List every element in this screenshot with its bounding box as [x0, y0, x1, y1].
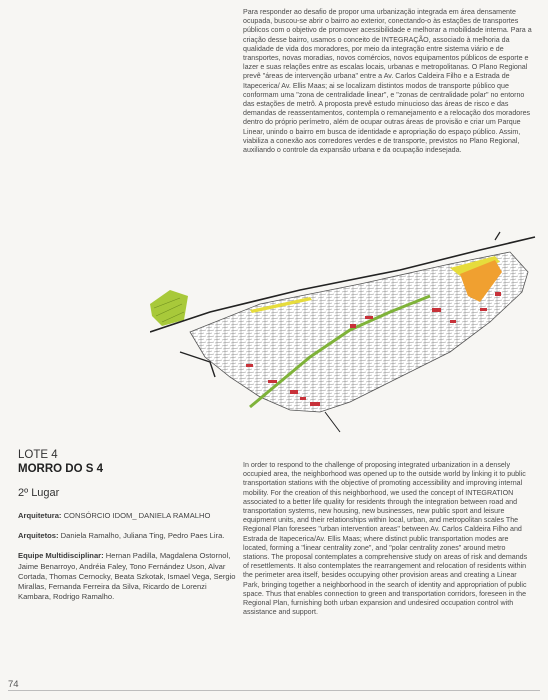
- site-plan-map: [150, 212, 545, 452]
- portuguese-description: Para responder ao desafio de propor uma urbanização integrada em área densamente ocupada, buscou-se abrir o bairro ao exterior, conectando-o às estações de transportes públicos com o objetivo de promover acessibilidade e melhorar a mobilidade interna. Para a criação desse bairro, usamos o conceito de INTEGRAÇÃO, associado à melhoria da qualidade de vida dos moradores, por meio da integração entre sistema viário e de transportes, novas moradias, novos comércios, novos equipamentos públicos de esporte e lazer e suas relações entre as escalas locais, urbanas e metropolitanas. O Plano Regional prevê "áreas de intervenção urbana" entre a Av. Carlos Caldeira Filho e a Estrada de Itapecerica/ Av. Ellis Maas; ai se localizam distintos modos de transporte público que conformam uma "zona de centralidade linear", e "zonas de centralidade polar" no entorno das estações de metrô. A proposta prevê estudo minucioso das áreas de risco e das demandas de reassentamentos, contempla o remanejamento e a relocação dos moradores dentro do próprio perímetro, além de ocupar outras áreas de provisão e criar um Parque Linear, unindo o bairro em busca de identidade e apropriação do espaço público. Assim, viabiliza a conexão aos corredores verdes e de transporte, previstos no Plano Regional, auxiliando o controle da expansão urbana e da ocupação indesejada.: [243, 8, 532, 155]
- page-number: 74: [8, 679, 19, 690]
- project-info: [18, 448, 238, 602]
- footer-rule: [8, 690, 540, 691]
- credit-team: Equipe Multidisciplinar: Hernan Padilla, Magdalena Ostornol, Jaime Benarroyo, Andréia Faley, Tono Fernández Uson, Alvar Cortada, Thomas Cernocky, Beata Szkotak, Ismael Vega, Sergio Mirallas, Fernanda Ferreira da Silva, Ricardo de Lorenzi Kambara, Rodrigo Ramalho.: [18, 551, 236, 602]
- english-description: In order to respond to the challenge of proposing integrated urbanization in a densely occupied area, the neighborhood was opened up to the outside world by linking it to public transportation stations with the objective of promoting accessibility and improving internal mobility. For the creation of this neighborhood, we used the concept of INTEGRATION associated to a better life quality for residents through the integration between road and transportation systems, new housing, new businesses, new public sport and leisure equipment units, and their relationships within local, urban, and metropolitan scales The Regional Plan foresees "urban intervention areas" between Av. Carlos Caldeira Filho and Estrada de Itapecerica/Av. Ellis Maas; where distinct public transportation modes are located, forming a "linear centrality zone", and "polar centrality zones" around metro stations. The proposal contemplates a comprehensive study on areas of risk and demands of resettlements. It also contemplates the rearrangement and relocation of residents within the perimeter area itself, besides occupying other provision areas and creating a Linear Park, bringing together a neighborhood in the search of identity and appropriation of public space. Thus that enables connection to green and transportation corridors, foreseen in the Regional Plan, furnishing both urban expansion and undesired occupation control with assistance and support.: [243, 461, 528, 617]
- lot-label: LOTE 4: [18, 449, 58, 461]
- credit-architects: Arquitetos: Daniela Ramalho, Juliana Ting, Pedro Paes Lira.: [18, 531, 225, 541]
- credit-architecture: Arquitetura: CONSÓRCIO IDOM_ DANIELA RAMALHO: [18, 511, 211, 520]
- project-title: MORRO DO S 4: [18, 463, 103, 475]
- placement: 2º Lugar: [18, 487, 60, 499]
